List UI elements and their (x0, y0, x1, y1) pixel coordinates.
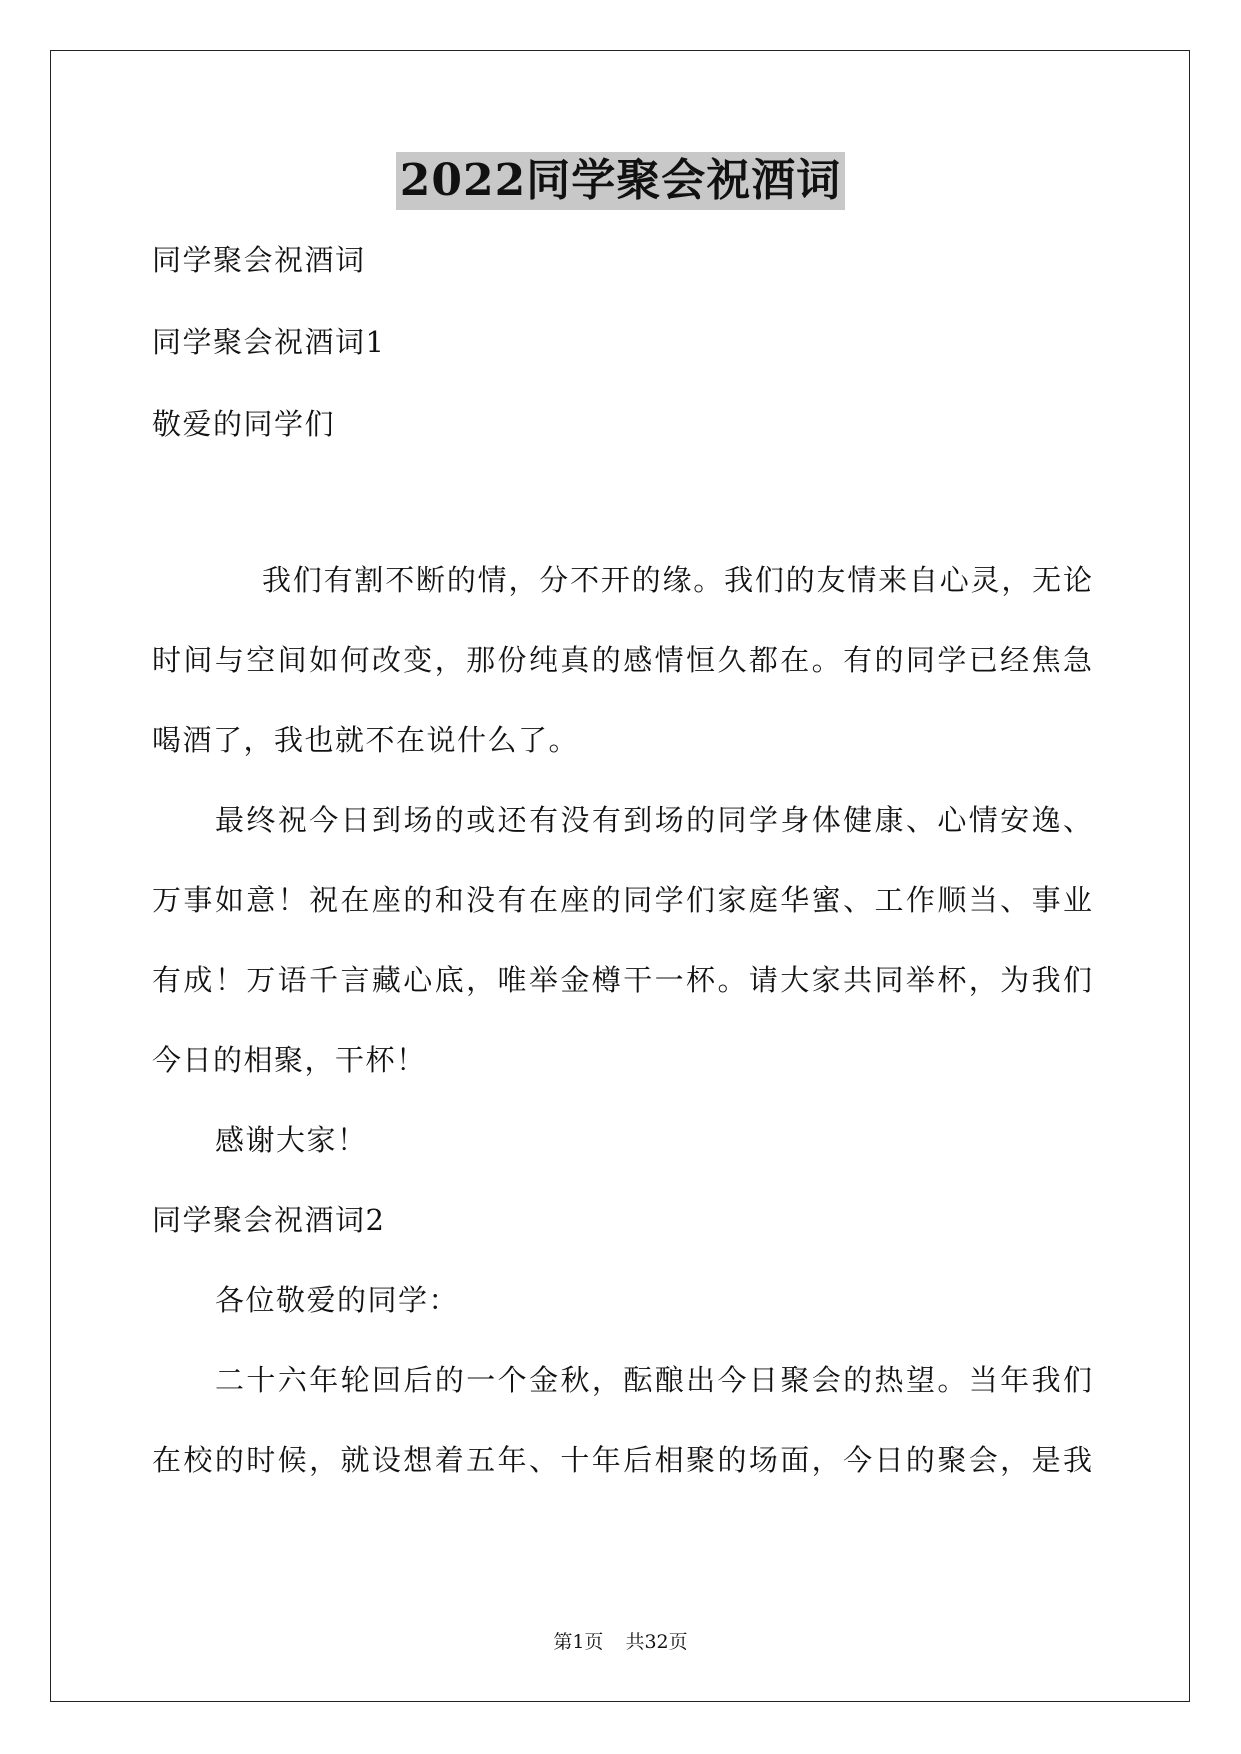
salutation-2: 各位敬爱的同学： (215, 1283, 460, 1317)
thanks-line: 感谢大家！ (215, 1123, 368, 1157)
salutation: 敬爱的同学们 (152, 407, 336, 441)
page-footer (0, 1630, 1241, 1654)
paragraph-line: 我们有割不断的情，分不开的缘。我们的友情来自心灵，无论 (262, 563, 1092, 597)
section-heading-1: 同学聚会祝酒词1 (152, 325, 386, 359)
page-total: 共32页 (625, 1631, 688, 1653)
paragraph-line: 在校的时候，就设想着五年、十年后相聚的场面，今日的聚会，是我 (152, 1443, 1092, 1477)
paragraph-line: 有成！万语千言藏心底，唯举金樽干一杯。请大家共同举杯，为我们 (152, 963, 1092, 997)
paragraph-line: 喝酒了，我也就不在说什么了。 (152, 723, 580, 757)
page-number: 第1页 (553, 1631, 604, 1653)
paragraph-line: 时间与空间如何改变，那份纯真的感情恒久都在。有的同学已经焦急 (152, 643, 1092, 677)
paragraph-line: 今日的相聚，干杯！ (152, 1043, 427, 1077)
heading-line: 同学聚会祝酒词 (152, 243, 366, 277)
document-title: 2022同学聚会祝酒词 (396, 152, 845, 210)
section-heading-2: 同学聚会祝酒词2 (152, 1203, 386, 1237)
paragraph-line: 万事如意！祝在座的和没有在座的同学们家庭华蜜、工作顺当、事业 (152, 883, 1092, 917)
paragraph-line: 最终祝今日到场的或还有没有到场的同学身体健康、心情安逸、 (215, 803, 1092, 837)
paragraph-line: 二十六年轮回后的一个金秋，酝酿出今日聚会的热望。当年我们 (215, 1363, 1092, 1397)
title-container (0, 152, 1241, 210)
